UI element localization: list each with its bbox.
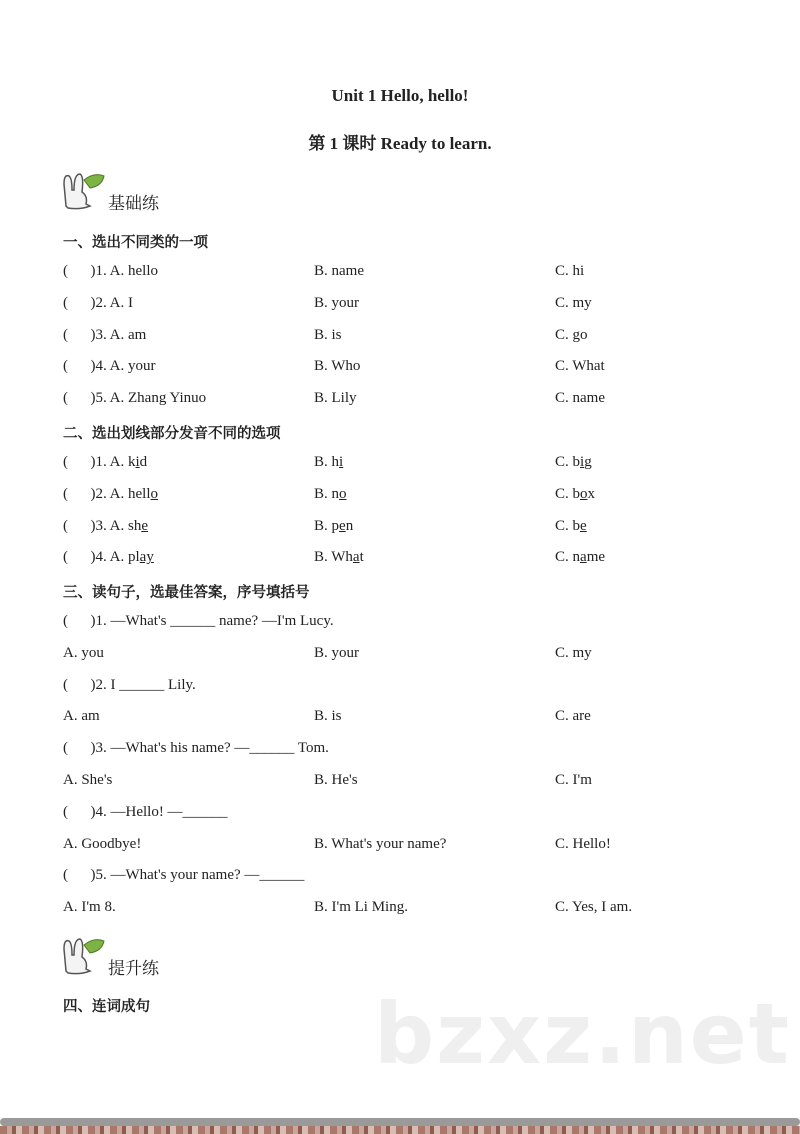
watermark: bzxz.net bbox=[374, 985, 791, 1083]
option-a: ( )2. A. I bbox=[63, 294, 133, 311]
option-b: B. He's bbox=[314, 771, 358, 788]
option-a: A. you bbox=[63, 644, 104, 661]
option-c: C. What bbox=[555, 358, 605, 375]
badge-label: 基础练 bbox=[108, 194, 159, 214]
option-a: ( )3. A. am bbox=[63, 326, 147, 343]
underlined-letters: a bbox=[580, 549, 587, 566]
option-a: ( )3. —What's his name? —______ Tom. bbox=[63, 740, 329, 757]
underlined-letters: o bbox=[580, 485, 588, 502]
option-c bbox=[555, 542, 605, 574]
option-text: ( )3. A. sh bbox=[63, 517, 142, 534]
underlined-letters: e bbox=[339, 517, 346, 534]
option-c: C. Hello! bbox=[555, 835, 611, 852]
option-b: B. is bbox=[314, 326, 342, 343]
option-text: x bbox=[587, 485, 596, 502]
option-a: ( )5. A. Zhang Yinuo bbox=[63, 390, 207, 407]
option-a: A. Goodbye! bbox=[63, 835, 142, 852]
option-text: C. b bbox=[555, 517, 581, 534]
question-row bbox=[63, 288, 763, 320]
option-a: A. She's bbox=[63, 771, 113, 788]
option-text: t bbox=[359, 549, 364, 566]
option-b: B. What's your name? bbox=[314, 835, 447, 852]
worksheet-title: Unit 1 Hello, hello! bbox=[331, 86, 469, 105]
section-3-rows bbox=[63, 606, 763, 924]
badge-label: 提升练 bbox=[108, 959, 159, 979]
option-a: ( )1. A. hello bbox=[63, 263, 158, 279]
section-2-rows bbox=[63, 447, 763, 574]
question-row bbox=[63, 447, 763, 479]
option-c: C. go bbox=[555, 326, 588, 343]
background-strip bbox=[0, 1126, 800, 1134]
question-row bbox=[63, 797, 763, 829]
section-1-rows bbox=[63, 256, 763, 415]
option-text: ( )4. A. pl bbox=[63, 549, 140, 566]
option-b bbox=[314, 447, 343, 479]
underlined-letters: e bbox=[141, 517, 149, 534]
option-a: ( )4. A. your bbox=[63, 358, 156, 375]
option-text: g bbox=[584, 454, 592, 470]
question-row bbox=[63, 320, 763, 352]
bunny-icon bbox=[60, 935, 106, 975]
section-heading: 三、读句子，选最佳答案，序号填括号 bbox=[63, 585, 310, 601]
underlined-letters: i bbox=[580, 454, 585, 470]
option-text: C. b bbox=[555, 485, 581, 502]
question-row bbox=[63, 383, 763, 415]
horizontal-scrollbar[interactable] bbox=[0, 1118, 800, 1126]
option-text: ( )1. A. k bbox=[63, 454, 136, 470]
underlined-letters: o bbox=[339, 485, 347, 502]
option-a: ( )2. I ______ Lily. bbox=[63, 676, 196, 693]
question-row bbox=[63, 765, 763, 797]
question-row bbox=[63, 733, 763, 765]
question-row bbox=[63, 701, 763, 733]
option-text: B. Wh bbox=[314, 549, 353, 566]
option-text: B. p bbox=[314, 517, 340, 534]
option-b: B. Lily bbox=[314, 390, 357, 407]
underlined-letters: e bbox=[580, 517, 587, 534]
option-b bbox=[314, 542, 364, 574]
question-row bbox=[63, 638, 763, 670]
underlined-letters: i bbox=[135, 454, 140, 470]
option-a: ( )4. —Hello! —______ bbox=[63, 803, 228, 820]
option-a: A. am bbox=[63, 708, 100, 725]
question-row bbox=[63, 892, 763, 924]
question-row bbox=[63, 479, 763, 511]
option-b bbox=[314, 511, 353, 543]
underlined-letters: i bbox=[339, 454, 344, 470]
option-c bbox=[555, 447, 592, 479]
option-text: d bbox=[139, 454, 148, 470]
question-row bbox=[63, 829, 763, 861]
underlined-letters: o bbox=[150, 485, 158, 502]
option-b: B. your bbox=[314, 294, 359, 311]
option-a bbox=[63, 479, 158, 511]
option-a bbox=[63, 447, 147, 479]
option-text: C. n bbox=[555, 549, 581, 566]
question-row bbox=[63, 606, 763, 638]
option-a: ( )5. —What's your name? —______ bbox=[63, 867, 305, 884]
question-row bbox=[63, 670, 763, 702]
question-row bbox=[63, 511, 763, 543]
section-heading: 二、选出划线部分发音不同的选项 bbox=[63, 426, 281, 442]
question-row bbox=[63, 860, 763, 892]
option-b: B. Who bbox=[314, 358, 361, 375]
option-b: B. name bbox=[314, 263, 364, 279]
option-c: C. my bbox=[555, 644, 592, 661]
option-c: C. name bbox=[555, 390, 605, 407]
option-c: C. are bbox=[555, 708, 591, 725]
option-b bbox=[314, 479, 347, 511]
option-text: n bbox=[345, 517, 354, 534]
option-c: C. I'm bbox=[555, 771, 592, 788]
underlined-letters: ay bbox=[139, 549, 154, 566]
option-b: B. is bbox=[314, 708, 342, 725]
option-text: B. n bbox=[314, 485, 340, 502]
option-a bbox=[63, 542, 154, 574]
section-heading: 四、连词成句 bbox=[63, 999, 150, 1015]
question-row bbox=[63, 256, 763, 288]
option-a: ( )1. —What's ______ name? —I'm Lucy. bbox=[63, 613, 334, 629]
option-text: ( )2. A. hell bbox=[63, 485, 151, 502]
option-c: C. my bbox=[555, 294, 592, 311]
option-text: C. b bbox=[555, 454, 581, 470]
bunny-icon bbox=[60, 170, 106, 210]
question-row bbox=[63, 351, 763, 383]
option-c bbox=[555, 479, 595, 511]
option-c: C. hi bbox=[555, 263, 585, 279]
option-a: A. I'm 8. bbox=[63, 899, 116, 916]
section-heading: 一、选出不同类的一项 bbox=[63, 235, 208, 251]
option-b: B. I'm Li Ming. bbox=[314, 899, 408, 916]
option-text: B. h bbox=[314, 454, 340, 470]
lesson-subtitle: 第 1 课时 Ready to learn. bbox=[308, 134, 492, 153]
underlined-letters: a bbox=[352, 549, 360, 566]
option-c bbox=[555, 511, 587, 543]
question-row bbox=[63, 542, 763, 574]
basic-practice-badge bbox=[60, 170, 159, 214]
option-text: me bbox=[586, 549, 606, 566]
option-b: B. your bbox=[314, 644, 359, 661]
advanced-practice-badge bbox=[60, 935, 159, 979]
option-a bbox=[63, 511, 148, 543]
option-c: C. Yes, I am. bbox=[555, 899, 633, 916]
